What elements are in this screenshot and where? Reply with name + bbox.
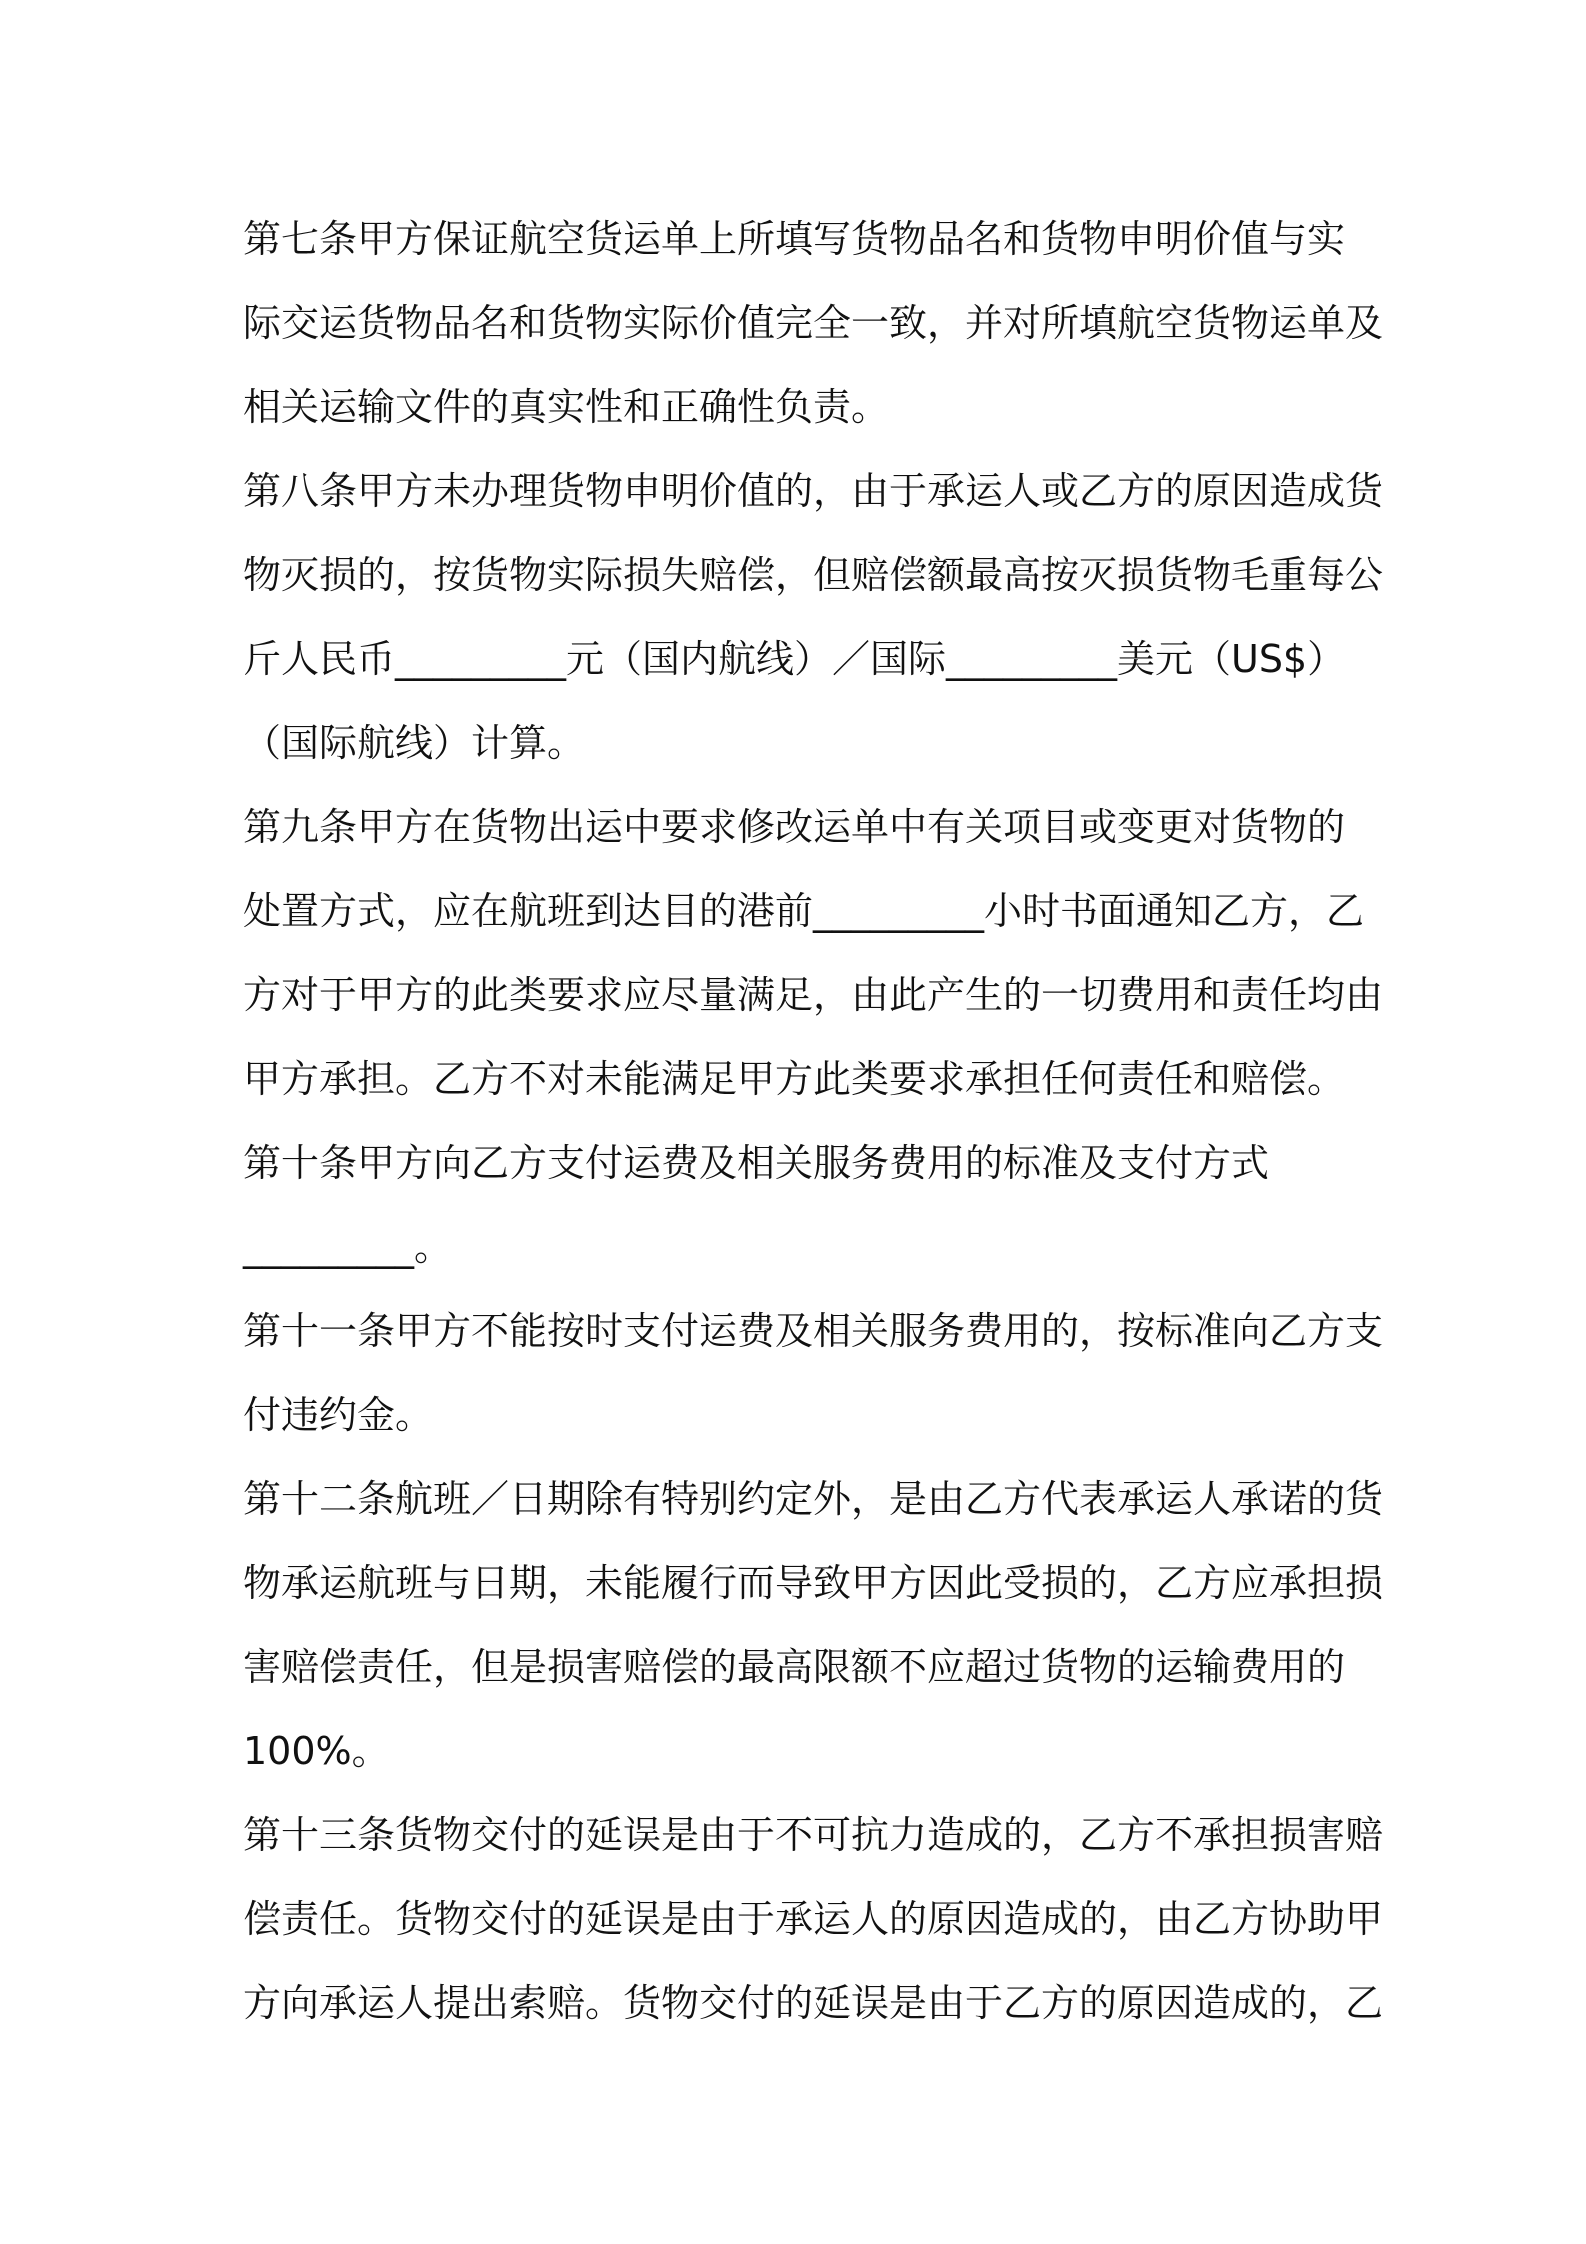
text-line: 第七条甲方保证航空货运单上所填写货物品名和货物申明价值与实: [243, 217, 1346, 261]
text-line: 偿责任。货物交付的延误是由于承运人的原因造成的，由乙方协助甲: [243, 1897, 1384, 1941]
text-line: 物承运航班与日期，未能履行而导致甲方因此受损的，乙方应承担损: [243, 1561, 1384, 1605]
text-line: 甲方承担。乙方不对未能满足甲方此类要求承担任何责任和赔偿。: [243, 1057, 1346, 1101]
text-line: 斤人民币_________元（国内航线）／国际_________美元（US$）: [243, 637, 1346, 681]
text-line: 100%。: [243, 1729, 390, 1773]
text-line: 方向承运人提出索赔。货物交付的延误是由于乙方的原因造成的，乙: [243, 1981, 1384, 2025]
text-line: 物灭损的，按货物实际损失赔偿，但赔偿额最高按灭损货物毛重每公: [243, 553, 1384, 597]
text-line: 际交运货物品名和货物实际价值完全一致，并对所填航空货物运单及: [243, 301, 1384, 345]
text-line: 第九条甲方在货物出运中要求修改运单中有关项目或变更对货物的: [243, 805, 1346, 849]
text-line: 第十三条货物交付的延误是由于不可抗力造成的，乙方不承担损害赔: [243, 1813, 1384, 1857]
text-line: 第十二条航班／日期除有特别约定外，是由乙方代表承运人承诺的货: [243, 1477, 1384, 1521]
text-line: 第十条甲方向乙方支付运费及相关服务费用的标准及支付方式: [243, 1141, 1270, 1185]
document-page: [243, 197, 1384, 2045]
text-line: 相关运输文件的真实性和正确性负责。: [243, 385, 890, 429]
text-line: _________。: [243, 1225, 453, 1269]
text-line: 方对于甲方的此类要求应尽量满足，由此产生的一切费用和责任均由: [243, 973, 1384, 1017]
text-line: 害赔偿责任，但是损害赔偿的最高限额不应超过货物的运输费用的: [243, 1645, 1346, 1689]
text-line: 第八条甲方未办理货物申明价值的，由于承运人或乙方的原因造成货: [243, 469, 1384, 513]
text-line: 第十一条甲方不能按时支付运费及相关服务费用的，按标准向乙方支: [243, 1309, 1384, 1353]
text-line: 付违约金。: [243, 1393, 434, 1437]
text-line: 处置方式，应在航班到达目的港前_________小时书面通知乙方，乙: [243, 889, 1365, 933]
text-line: （国际航线）计算。: [243, 721, 586, 765]
